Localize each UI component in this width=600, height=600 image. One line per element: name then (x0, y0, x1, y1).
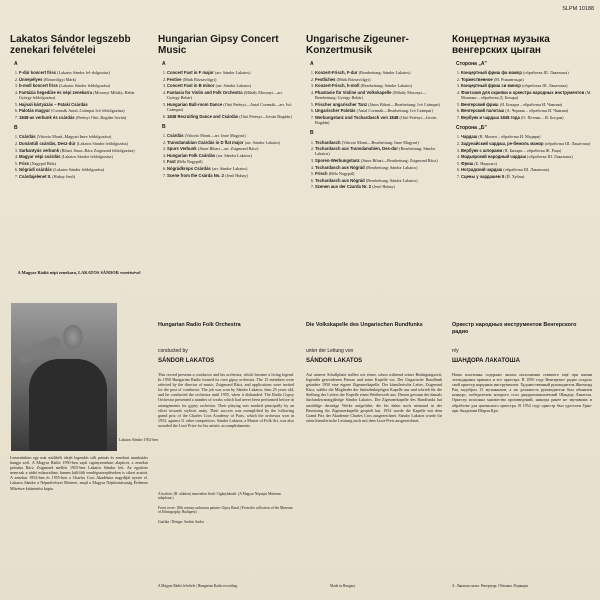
figure-shape (29, 359, 107, 451)
design-credit: Grafika / Design: András Andor (158, 520, 204, 524)
track-item: 1. Csárdás (Vittorio Monti–Magyari Imre feldolgozása) (19, 134, 148, 139)
side-b-label-en: B (162, 123, 166, 130)
track-item: 3. Konzert-Frisch, h-moll (Bearbeitung: Sándor Lakatos) (315, 83, 442, 88)
notes-ru: Наша пластинка содержит запись исполнения ставшего ещё при жизни легендарным примаса и его оркестра. В 1950 году Венгерское радио создало свой оркестр народных инструментов. Художественный руководитель Жигмонд Рац подобрал 15 музыкантов, а на должность руководителя был объявлен конкурс, победителем которого стал двадцатипятилетний Шандор Лакатош. Оркестр исполнял множество произведений, никогда ранее не звучавших в обработке для цыганского оркестра. В 1952 году оркестр был удостоен Гран-при Академии Шарля Кро. (452, 372, 592, 413)
track-item: 7. Szenen aus der Czarda Nr. 2 (Jenő Hubay) (315, 184, 442, 189)
side-a-label-hu: A (14, 61, 18, 67)
track-list-de-b (306, 140, 442, 190)
track-item: 6. Венгерский палоташ (А. Чермак – обработка И. Чампаи) (461, 108, 592, 113)
conductor-photo (11, 303, 117, 451)
track-item: 1. Concert Fast in F major (arr. Sándor Lakatos) (167, 70, 294, 75)
track-item: 5. Fast (Béla Nagypál) (167, 159, 294, 164)
track-item: 1. Tschardasch (Vittorio Monti—Bearbeitung: Imre Magyari) (315, 140, 442, 145)
track-item: 7. 1848-as verbunk és csárdás (Petényi Ottó–Bogdán István) (19, 115, 148, 120)
track-item: 4. Мадьярский народный чардаш (обработка Ш. Лакатоша) (461, 154, 592, 159)
track-item: 3. b-moll koncert friss (Lakatos Sándor feldolgozása) (19, 83, 148, 88)
track-item: 2. Ünnepélyes (Rónavölgyi Márk) (19, 77, 148, 82)
title-english: Hungarian Gipsy Concert Music (158, 34, 279, 56)
track-item: 6. Palotás magyar (Csermák Antal–Csámpai Ivó feldolgozása) (19, 108, 148, 113)
column-hungarian (10, 34, 148, 181)
track-item: 1. Концертный фриш фа мажор (обработка Ш. Лакатоша) (461, 70, 592, 75)
track-item: 3. Sarkantyús verbunk (Bihari János–Rácz Zsigmond feldolgozása) (19, 148, 148, 153)
track-item: 4. Tschardasch aus Nógrád (Bearbeitung: Sándor Lakatos) (315, 165, 442, 170)
notes-de: Auf unserer Schallplatte stellen wir einen, schon während seiner Betätigungszeit, legendär gewordenen Primas und seine Kapelle vor. Der Ungarische Rundfunk gründete 1950 eine eigene Zigeunerkapelle. Der künstlerische Leiter, Zsigmond Rácz, wählte die Mitglieder der fünfzehnköpfigen Kapelle aus und schrieb für die Stellung des Leiters der Kapelle einen Wettbewerb aus. Diesen gewann der damals fünfundzwanzigjährige Sándor Lakatos. Die Zigeunerkapelle des Rundfunks hat unzählige derartige Werke aufgeführt, die bis dahin noch niemand in der Besetzung für Zigeunerkapelle gespielt hat. 1952 wurde die Kapelle mit dem Grand Prix der Akademie Charles Cros ausgezeichnet. Sándor Lakatos wurde für seine künstlerische Leistung auch mit dem Liszt-Preis ausgezeichnet. (306, 372, 442, 423)
track-item: 4. Fantázia hegedűre és népi zenekarra (Mosonyi Mihály–Behár György feldolgozása) (19, 90, 148, 100)
track-item: 4. Magyar népi csárdás (Lakatos Sándor feldolgozása) (19, 154, 148, 159)
track-item: 5. Hungarian Ball-room Dance (Ottó Petényi—Antal Csermák—arr. Ivó Csámpai) (167, 102, 294, 112)
conductor-de: SÁNDOR LAKATOS (306, 358, 363, 364)
photo-caption: Lakatos Sándor 1952-ben (119, 438, 159, 442)
side-b-label-ru: Сторона „Б" (456, 125, 487, 132)
orchestra-hu: A Magyar Rádió népi zenekara, LAKATOS SÁNDOR vezetésével (17, 270, 141, 275)
track-item: 7. Scene from the Csárda No. 2 (Jenő Hubay) (167, 173, 294, 178)
track-item: 6. Nógrádi csárdás (Lakatos Sándor feldolgozása) (19, 167, 148, 172)
orchestra-de: Die Volkskapelle des Ungarischen Rundfunks (306, 322, 423, 328)
track-item: 5. Hajnali kártyázás – Pataki Csárdás (19, 102, 148, 107)
track-list-hu-a (10, 70, 148, 120)
track-item: 6. Ноградский чардаш (обработка Ш. Лакатоша) (461, 167, 592, 172)
track-item: 7. Csárdajelenet II. (Hubay Jenő) (19, 174, 148, 179)
column-german (306, 34, 442, 191)
track-item: 4. Fantasia for Violin and Folk Orchestra (Mihály Mosonyi—arr. György Behár) (167, 90, 294, 100)
column-russian (452, 34, 592, 181)
conducted-by-de: unter der Leitung von (306, 348, 354, 354)
notes-en: This record presents a conductor and his orchestra, which became a living legend. In 1950 Hungarian Radio formed its own gipsy orchestra. The 15 members were selected by the director of music, Zsigmond Rácz, and applications were invited for the post of conductor. The job was won by Sándor Lakatos, then 25 years old, and he conducted the orchestra until 1955, when it disbanded. The Radio Gypsy Orchestra presented a number of works which had never been performed before in arrangements for gypsy orchestra. Their playing was marked principally by an effort towards stylistic unity. Their success was exemplified by the following grand prix of the Charles Cros Academy of Paris, which the orchestra won in 1952, against 11 other competitors. Sándor Lakatos, a Master of Folk Art, was also awarded the Liszt Prize for his artistic accomplishments. (158, 372, 294, 428)
track-item: 4. Фантазия для скрипки и оркестра народных инструментов (М. Мошони – обработка Д. Бехара) (461, 90, 592, 100)
track-item: 3. Spurs Verbunk (János Bihari—arr. Zsigmond Rácz) (167, 146, 294, 151)
track-item: 2. Transdanubian Csárdás in D flat major (arr. Sándor Lakatos) (167, 140, 294, 145)
track-item: 4. Hungarian Folk Csárdás (arr. Sándor Lakatos) (167, 153, 294, 158)
track-item: 1. F-dúr koncert friss (Lakatos Sándor fel-dolgozása) (19, 70, 148, 75)
conductor-ru: ШАНДОРА ЛАКАТОША (452, 358, 520, 364)
track-item: 2. Dunántúli csárdás, Desz-dúr (Lakatos Sándor feldolgozása) (19, 141, 148, 146)
title-hungarian: Lakatos Sándor legszebb zenekari felvételei (10, 34, 131, 56)
credits-left: A borítón: (B. oldalon) ismeretlen festő: Cigányházaló. (A Magyar Néprajzi Múzeum tulajdona.) (158, 492, 281, 501)
track-item: 3. Concert Fast in B minor (arr. Sándor Lakatos) (167, 83, 294, 88)
track-item: 6. 1848 Recruiting Dance and Csárdás (Ottó Petényi—István Bogdán) (167, 114, 294, 119)
conductor-en: SÁNDOR LAKATOS (158, 358, 215, 364)
track-item: 2. Festive (Márk Rózsavölgyi) (167, 77, 294, 82)
track-item: 1. Csárdás (Vittorio Monti—arr. Imre Magyari) (167, 133, 294, 138)
track-item: 3. Sporen-Werbungstanz (János Bihari—Bearbeitung: Zsigmond Rácz) (315, 158, 442, 163)
track-item: 6. Tschardasch aus Nógrád (Bearbeitung: Sándor Lakatos) (315, 178, 442, 183)
track-item: 2. Tschardasch aus Transdanubien, Des-dur (Bearbeitung: Sándor Lakatos) (315, 146, 442, 156)
title-russian: Концертная музыка венгерских цыган (452, 34, 550, 56)
track-item: 2. Festliches (Márk Rózsavölgyi) (315, 77, 442, 82)
track-item: 1. Konzert-Frisch, F-dur (Bearbeitung: Sándor Lakatos) (315, 70, 442, 75)
track-item: 4. Phantasie für Violine und Volkskapelle (Mihály Mosonyi—Bearbeitung: György Behár) (315, 90, 442, 100)
front-cover-credit: Front cover: 18th century unknown painter: Gipsy Band. (From the collection of the Museum of Ethnography, Budapest) (158, 506, 293, 515)
track-list-ru-b (452, 134, 592, 179)
ru-footnote: A. Лакатош плата. Репертуар. Обложка. Редакция. (452, 584, 529, 588)
side-b-label-de: B (310, 130, 314, 137)
track-item: 5. Friss (Nagypál Béla) (19, 161, 148, 166)
track-item: 2. Торжественное (М. Рожавельди) (461, 77, 592, 82)
orchestra-ru: Оркестр народных инструментов Венгерского радио (452, 322, 577, 335)
track-list-hu-b (10, 134, 148, 179)
side-a-label-de: A (310, 61, 314, 67)
catalog-number: SLPM 10188 (562, 6, 594, 12)
track-list-ru-a (452, 70, 592, 120)
track-item: 5. Венгерский фриш (Я. Бихари – обработка И. Чампаи) (461, 102, 592, 107)
track-item: 7. Werbungstanz und Tschardasch von 1848 (Ottó Petényi—István Bogdán) (315, 115, 442, 125)
conducted-by-en: conducted by (158, 348, 188, 354)
track-item: 7. Вербунк и чардаш 1848 года (О. Петени – И. Богдан) (461, 115, 592, 120)
track-item: 3. Вербунк с шпорами (Я. Бихари – обработка Ж. Раца) (461, 148, 592, 153)
track-item: 5. Frisch (Béla Nagypál) (315, 171, 442, 176)
track-item: 1. Чардаш (В. Монти – обработка И. Мадяри) (461, 134, 592, 139)
recording-credit: A Magyar Rádió felvétele | Hungarian Radio recording (158, 584, 238, 588)
side-b-label-hu: B (14, 125, 18, 132)
track-item: 5. Фриш (Б. Надьпал) (461, 161, 592, 166)
column-english (158, 34, 294, 179)
side-a-label-en: A (162, 61, 166, 67)
title-german: Ungarische Zigeuner-Konzertmusik (306, 34, 409, 56)
notes-hu: Lemezünkön egy már múltbéli idejét legendás vált prímás és zenekari munkatárs hangja szól. A Magyar Rádió 1950-ben saját cigányzenekart alapított, a zenekar prímása Rácz Zsigmond mellett 1955-ben Lakatos Sándor lett. Az együttes nemcsak a rádió műsoraiban, hanem külföldi vendégszerepléseken is sikert aratott. A zenekar 1952-ben és 1955-ben a Charles Cros Akadémia nagydíját nyerte el. Lakatos Sándor a Népművészet Mestere, majd a Magyar Népköztársaság Érdemes Művésze kitüntetést kapta. (10, 455, 148, 491)
track-list-en-a (158, 70, 294, 119)
track-item: 7. Сцены у чардашем II (Й. Хубаи) (461, 174, 592, 179)
track-list-de-a (306, 70, 442, 125)
track-item: 3. Концертный фриш си минор (обработка Ш. Лакатоша) (461, 83, 592, 88)
orchestra-en: Hungarian Radio Folk Orchestra (158, 322, 241, 328)
track-item: 5. Frischer ungarischer Tanz (János Bihari—Bearbeitung: Ivó Csámpai) (315, 102, 442, 107)
track-list-en-b (158, 133, 294, 178)
track-item: 6. Nógrádkrops Csárdás (arr. Sándor Lakatos) (167, 166, 294, 171)
conducted-by-ru: п/у (452, 348, 459, 354)
track-item: 2. Задунайский чардаш, ре-бемоль мажор (обработка Ш. Лакатоша) (461, 141, 592, 146)
track-item: 6. Ungarischer Palotás (Antal Csermák—Bearbeitung: Ivó Csámpai) (315, 108, 442, 113)
made-in-hungary: Made in Hungary (330, 584, 356, 588)
side-a-label-ru: Сторона „А" (456, 61, 487, 67)
